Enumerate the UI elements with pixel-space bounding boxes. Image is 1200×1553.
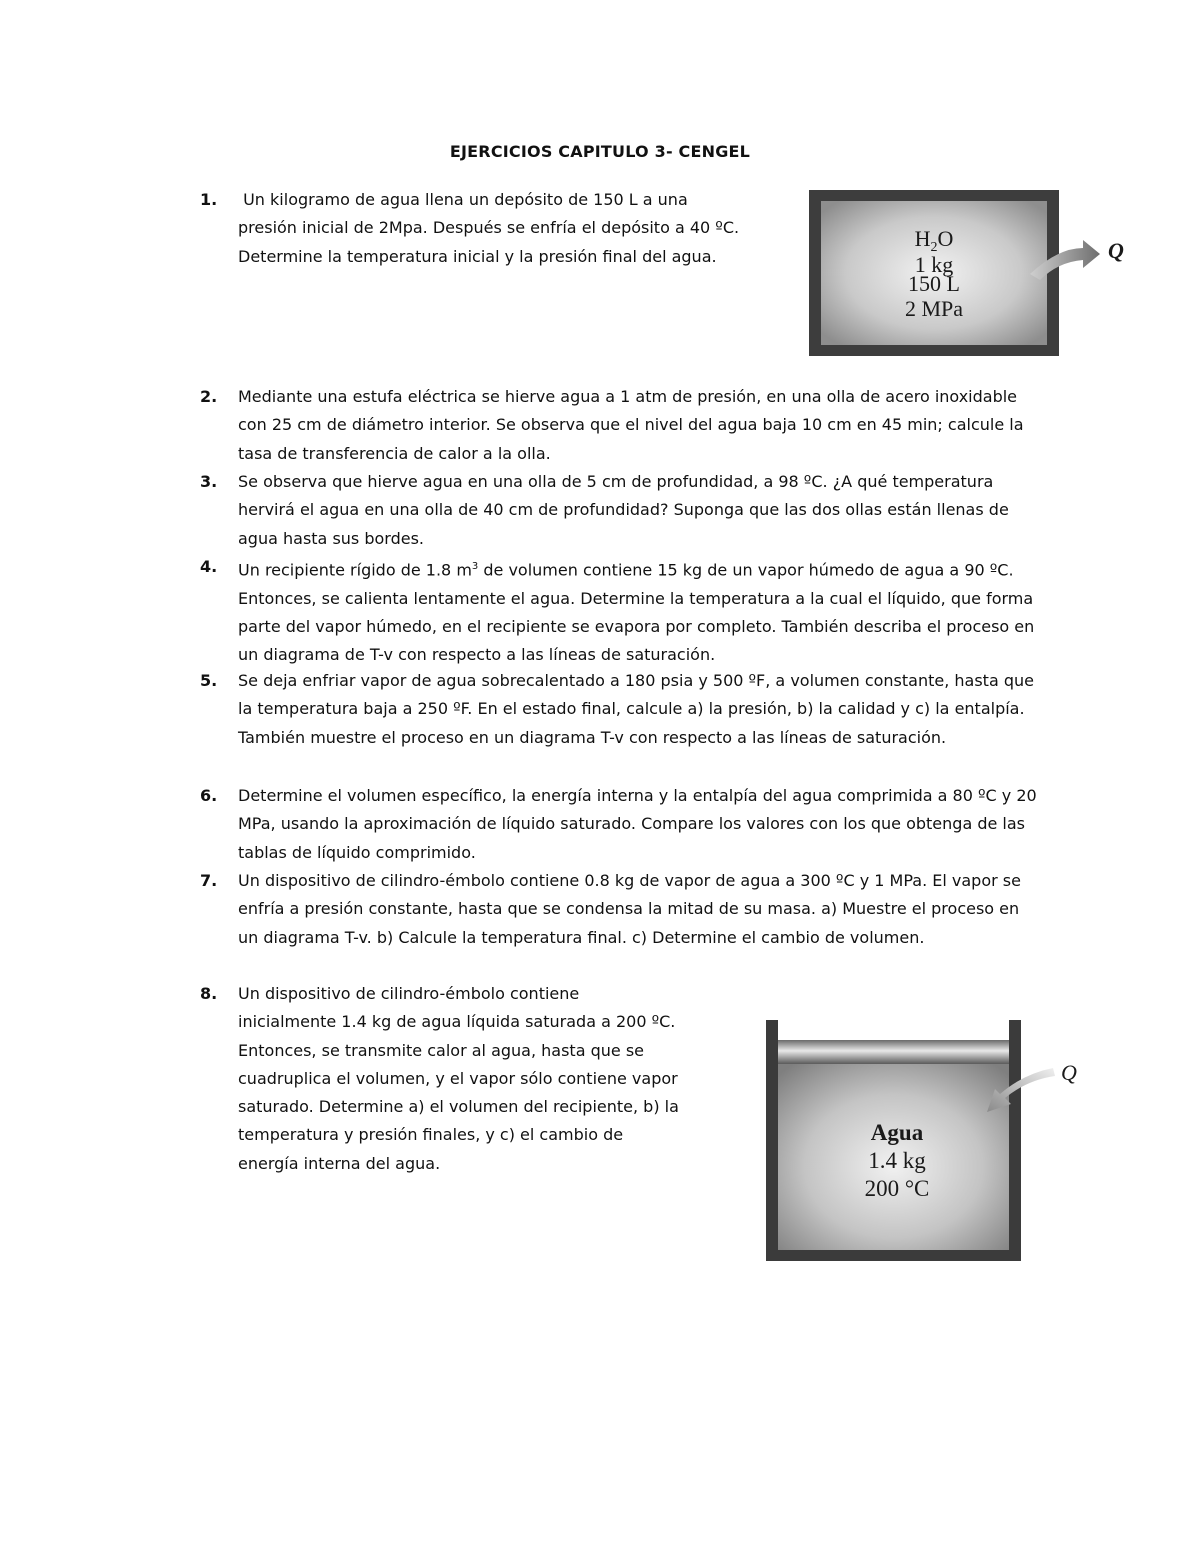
exercise-3: [200, 468, 1040, 553]
tank-label-mass: 1 kg: [914, 252, 954, 277]
exercise-5: [200, 667, 1040, 752]
superscript: 3: [471, 561, 479, 572]
exercise-number: 1.: [200, 190, 218, 209]
heat-q-label: Q: [1108, 238, 1124, 263]
exercise-1: [200, 186, 745, 271]
exercise-2: [200, 383, 1040, 468]
heat-q-label: Q: [1061, 1060, 1077, 1085]
exercise-text: Un kilogramo de agua llena un depósito de 150 L a una presión inicial de 2Mpa. Después se enfría el depósito a 40 ºC. Determine la temperatura inicial y la presión final del agua.: [238, 190, 745, 266]
exercise-text-part: Un recipiente rígido de 1.8 m: [238, 560, 472, 580]
exercise-4: [200, 553, 1040, 670]
exercise-number: 8.: [200, 984, 218, 1003]
exercise-number: 3.: [200, 472, 218, 491]
cylinder-wall-right: [1009, 1020, 1021, 1261]
cylinder-bottom: [766, 1250, 1021, 1261]
piston: [778, 1040, 1009, 1064]
tank-label-pressure: 2 MPa: [904, 296, 964, 321]
exercise-number: 2.: [200, 387, 218, 406]
exercise-number: 6.: [200, 786, 218, 805]
piston-label-mass: 1.4 kg: [868, 1148, 926, 1173]
tank-label-volume: 150 L: [908, 271, 960, 296]
exercise-number: 5.: [200, 671, 218, 690]
exercise-7: [200, 867, 1040, 952]
tank-label-formula: $H_2O$: [914, 226, 954, 255]
piston-cylinder-figure: [765, 1018, 1095, 1263]
piston-label-substance: Agua: [870, 1120, 924, 1145]
tank-figure: [808, 188, 1138, 360]
exercise-text: Se observa que hierve agua en una olla de 5 cm de profundidad, a 98 ºC. ¿A qué temperatura hervirá el agua en una olla de 40 cm de profundidad? Suponga que las dos ollas están llenas de agua hasta sus bordes.: [238, 472, 1009, 548]
exercise-text: Un dispositivo de cilindro-émbolo contiene 0.8 kg de vapor de agua a 300 ºC y 1 MPa. El vapor se enfría a presión constante, hasta que se condensa la mitad de su masa. a) Muestre el proceso en un diagrama T-v. b) Calcule la temperatura final. c) Determine el cambio de volumen.: [238, 871, 1021, 947]
exercise-text: Se deja enfriar vapor de agua sobrecalentado a 180 psia y 500 ºF, a volumen constante, hasta que la temperatura baja a 250 ºF. En el estado final, calcule a) la presión, b) la calidad y c) la entalpía. También muestre el proceso en un diagrama T-v con respecto a las líneas de saturación.: [238, 671, 1034, 747]
piston-label-temperature: 200 °C: [864, 1176, 930, 1201]
exercise-text: [238, 553, 1040, 670]
exercise-number: 4.: [200, 557, 218, 576]
exercise-text: Mediante una estufa eléctrica se hierve agua a 1 atm de presión, en una olla de acero inoxidable con 25 cm de diámetro interior. Se observa que el nivel del agua baja 10 cm en 45 min; calcule la tasa de transferencia de calor a la olla.: [238, 387, 1024, 463]
page-title: EJERCICIOS CAPITULO 3- CENGEL: [449, 142, 751, 161]
cylinder-wall-left: [766, 1020, 778, 1261]
exercise-text: Determine el volumen específico, la energía interna y la entalpía del agua comprimida a 80 ºC y 20 MPa, usando la aproximación de líquido saturado. Compare los valores con los que obtenga de las tablas de líquido comprimido.: [238, 786, 1037, 862]
exercise-8: [200, 980, 680, 1178]
exercise-number: 7.: [200, 871, 218, 890]
exercise-6: [200, 782, 1040, 867]
exercise-text: Un dispositivo de cilindro-émbolo contiene inicialmente 1.4 kg de agua líquida saturada a 200 ºC. Entonces, se transmite calor al agua, hasta que se cuadruplica el volumen, y el vapor sólo contiene vapor saturado. Determine a) el volumen del recipiente, b) la temperatura y presión finales, y c) el cambio de energía interna del agua.: [238, 984, 679, 1173]
exercise-text-part: de volumen contiene 15 kg de un vapor húmedo de agua a 90 ºC. Entonces, se calienta lentamente el agua. Determine la temperatura a la cual el líquido, que forma parte del vapor húmedo, en el recipiente se evapora por completo. También describa el proceso en un diagrama de T-v con respecto a las líneas de saturación.: [238, 560, 1035, 665]
